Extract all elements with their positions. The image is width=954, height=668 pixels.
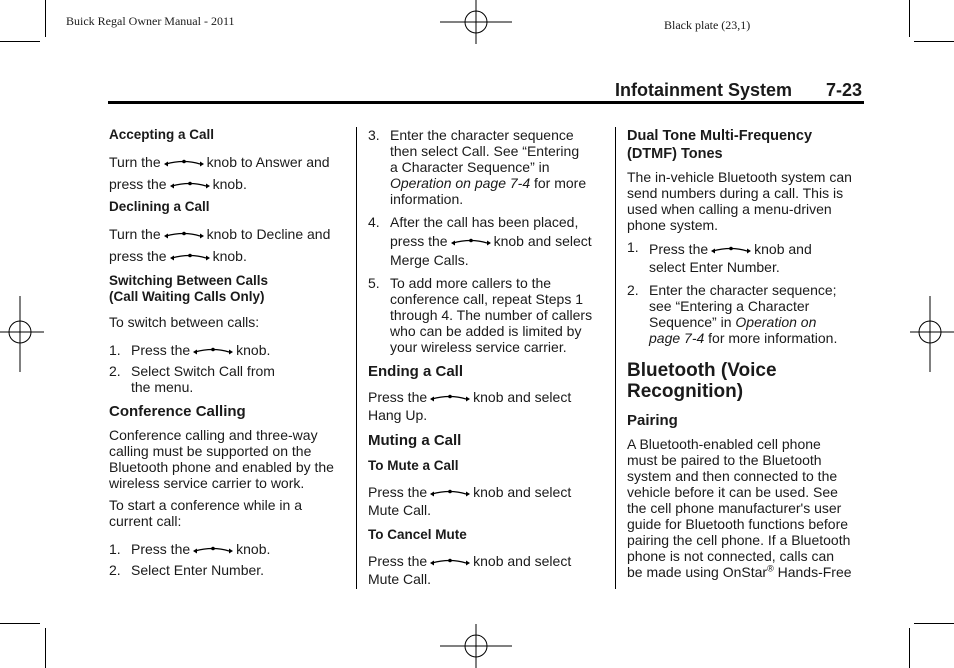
text: then select Call. See “Entering bbox=[390, 143, 580, 159]
tune-knob-icon bbox=[451, 237, 491, 247]
column-divider-2 bbox=[615, 127, 616, 589]
list-item bbox=[368, 214, 608, 268]
crop-mark-bottom-left-v bbox=[45, 628, 46, 668]
text: Recognition) bbox=[627, 381, 744, 402]
list-text bbox=[390, 127, 586, 207]
text: press the bbox=[109, 248, 167, 264]
registration-mark-right-icon bbox=[910, 296, 954, 372]
text: knob. bbox=[212, 248, 247, 264]
text: conference call, repeat Steps 1 bbox=[390, 291, 584, 307]
page-number: 7-23 bbox=[826, 80, 863, 100]
text: through 4. The number of callers bbox=[390, 307, 593, 323]
text: After the call has been placed, bbox=[390, 214, 579, 230]
text: wireless service carrier to work. bbox=[109, 475, 305, 491]
text: vehicle before it can be used. See bbox=[627, 484, 838, 500]
heading-conference-calling: Conference Calling bbox=[109, 403, 246, 420]
crop-mark-top-left-h bbox=[0, 41, 40, 42]
column-divider-1 bbox=[356, 127, 357, 589]
list-text bbox=[131, 538, 270, 560]
text: Press the bbox=[131, 541, 191, 557]
column-2 bbox=[368, 127, 608, 587]
text: (DTMF) Tones bbox=[627, 146, 723, 162]
list-item bbox=[109, 363, 349, 395]
registration-mark-bottom-icon bbox=[440, 624, 516, 668]
paragraph-decline bbox=[109, 223, 349, 267]
text: system and then connected to the bbox=[627, 468, 838, 484]
text: phone system. bbox=[627, 217, 719, 233]
header-rule bbox=[108, 101, 864, 104]
cross-reference-link[interactable]: Operation on bbox=[735, 314, 817, 330]
list-number: 1. bbox=[627, 239, 639, 255]
tune-knob-icon bbox=[430, 393, 470, 403]
list-text bbox=[131, 363, 275, 395]
paragraph-accept bbox=[109, 151, 349, 195]
text: Conference calling and three-way bbox=[109, 427, 318, 443]
text: Mute Call. bbox=[368, 571, 432, 587]
text: be made using OnStar bbox=[627, 564, 768, 580]
text: Enter the character sequence; bbox=[649, 282, 837, 298]
heading-cancel-mute: To Cancel Mute bbox=[368, 527, 467, 542]
text: Sequence” in bbox=[649, 314, 732, 330]
tune-knob-icon bbox=[170, 180, 210, 190]
text: Hands-Free bbox=[777, 564, 852, 580]
text: Turn the bbox=[109, 154, 161, 170]
registration-mark-top-icon bbox=[440, 0, 516, 44]
paragraph-end bbox=[368, 387, 608, 423]
text: knob and select bbox=[473, 389, 572, 405]
list-item bbox=[368, 275, 608, 355]
text: select Enter Number. bbox=[649, 259, 780, 275]
list-number: 1. bbox=[109, 541, 121, 557]
tune-knob-icon bbox=[193, 346, 233, 356]
text: knob. bbox=[236, 541, 271, 557]
text: Hang Up. bbox=[368, 407, 428, 423]
paragraph-dtmf bbox=[627, 169, 867, 233]
paragraph-conference-1 bbox=[109, 427, 349, 491]
text: (Call Waiting Calls Only) bbox=[109, 289, 265, 304]
text: knob and bbox=[754, 241, 812, 257]
text: calling must be supported on the bbox=[109, 443, 312, 459]
column-3 bbox=[627, 127, 867, 580]
paragraph-pairing bbox=[627, 436, 867, 580]
text: the cell phone manufacturer's user bbox=[627, 500, 842, 516]
paragraph-cancel-mute bbox=[368, 551, 608, 587]
text: The in-vehicle Bluetooth system can bbox=[627, 169, 852, 185]
text: press the bbox=[390, 233, 448, 249]
text: Mute Call. bbox=[368, 502, 432, 518]
paragraph-mute bbox=[368, 482, 608, 518]
text: information. bbox=[390, 191, 464, 207]
text: Press the bbox=[131, 342, 191, 358]
text: knob to Answer and bbox=[206, 154, 330, 170]
cross-reference-link[interactable]: page 7-4 bbox=[649, 330, 705, 346]
text: knob. bbox=[236, 342, 271, 358]
heading-switching-calls bbox=[109, 273, 349, 305]
text: Bluetooth phone and enabled by the bbox=[109, 459, 334, 475]
list-number: 4. bbox=[368, 214, 380, 230]
section-title: Infotainment System bbox=[615, 80, 793, 100]
text: a Character Sequence” in bbox=[390, 159, 550, 175]
list-text bbox=[390, 214, 592, 268]
text: A Bluetooth-enabled cell phone bbox=[627, 436, 821, 452]
list-item bbox=[109, 339, 349, 361]
registered-mark: ® bbox=[767, 563, 774, 574]
list-text bbox=[131, 339, 270, 361]
text: must be paired to the Bluetooth bbox=[627, 452, 822, 468]
tune-knob-icon bbox=[430, 557, 470, 567]
heading-accepting-call: Accepting a Call bbox=[109, 127, 215, 142]
text: Press the bbox=[649, 241, 709, 257]
tune-knob-icon bbox=[170, 252, 210, 262]
text: press the bbox=[109, 176, 167, 192]
text: Select Switch Call from bbox=[131, 363, 275, 379]
tune-knob-icon bbox=[430, 488, 470, 498]
cross-reference-link[interactable]: Operation on page 7-4 bbox=[390, 175, 531, 191]
list-number: 1. bbox=[109, 342, 121, 358]
list-number: 2. bbox=[109, 363, 121, 379]
column-1 bbox=[109, 127, 349, 578]
text: knob and select bbox=[473, 553, 572, 569]
list-item bbox=[109, 562, 349, 578]
text: used when calling a menu-driven bbox=[627, 201, 832, 217]
crop-mark-bottom-right-v bbox=[909, 628, 910, 668]
list-text bbox=[649, 239, 812, 275]
list-number: 2. bbox=[627, 282, 639, 298]
text: pairing the cell phone. If a Bluetooth bbox=[627, 532, 851, 548]
text: for more bbox=[534, 175, 587, 191]
list-number: 5. bbox=[368, 275, 380, 291]
heading-dtmf-tones bbox=[627, 127, 867, 163]
text: To start a conference while in a bbox=[109, 497, 302, 513]
crop-mark-bottom-left-h bbox=[0, 623, 40, 624]
heading-declining-call: Declining a Call bbox=[109, 199, 210, 214]
crop-mark-top-right-h bbox=[914, 41, 954, 42]
crop-mark-top-left-v bbox=[45, 0, 46, 37]
heading-bluetooth-voice-recognition bbox=[627, 360, 867, 402]
paragraph-conference-2 bbox=[109, 497, 349, 529]
text: for more information. bbox=[708, 330, 838, 346]
text: Merge Calls. bbox=[390, 252, 469, 268]
text: knob to Decline and bbox=[206, 226, 331, 242]
text: the menu. bbox=[131, 379, 194, 395]
heading-to-mute: To Mute a Call bbox=[368, 458, 459, 473]
heading-pairing: Pairing bbox=[627, 412, 678, 429]
list-item bbox=[627, 282, 867, 346]
tune-knob-icon bbox=[193, 545, 233, 555]
text: knob. bbox=[212, 176, 247, 192]
text: phone is not connected, calls can bbox=[627, 548, 835, 564]
list-text: Select Enter Number. bbox=[131, 562, 265, 578]
text: Press the bbox=[368, 484, 428, 500]
text: To add more callers to the bbox=[390, 275, 552, 291]
list-text bbox=[390, 275, 592, 355]
document-title: Buick Regal Owner Manual - 2011 bbox=[66, 14, 235, 28]
text: send numbers during a call. This is bbox=[627, 185, 844, 201]
text: your wireless service carrier. bbox=[390, 339, 567, 355]
list-text bbox=[649, 282, 837, 346]
text: knob and select bbox=[493, 233, 592, 249]
text: Press the bbox=[368, 553, 428, 569]
registration-mark-left-icon bbox=[0, 296, 44, 372]
list-number: 3. bbox=[368, 127, 380, 143]
list-number: 2. bbox=[109, 562, 121, 578]
switch-intro: To switch between calls: bbox=[109, 314, 260, 330]
text: Enter the character sequence bbox=[390, 127, 574, 143]
text: current call: bbox=[109, 513, 182, 529]
heading-ending-call: Ending a Call bbox=[368, 363, 464, 380]
text: who can be added is limited by bbox=[390, 323, 582, 339]
heading-muting-call: Muting a Call bbox=[368, 432, 462, 449]
text: Dual Tone Multi-Frequency bbox=[627, 128, 813, 144]
crop-mark-top-right-v bbox=[909, 0, 910, 37]
tune-knob-icon bbox=[164, 230, 204, 240]
tune-knob-icon bbox=[164, 158, 204, 168]
text: knob and select bbox=[473, 484, 572, 500]
list-item bbox=[109, 538, 349, 560]
text: Press the bbox=[368, 389, 428, 405]
text: Bluetooth (Voice bbox=[627, 360, 777, 381]
list-item bbox=[627, 239, 867, 275]
text: Turn the bbox=[109, 226, 161, 242]
list-item bbox=[368, 127, 608, 207]
tune-knob-icon bbox=[711, 245, 751, 255]
text: Switching Between Calls bbox=[109, 273, 269, 288]
text: see “Entering a Character bbox=[649, 298, 810, 314]
text: guide for Bluetooth functions before bbox=[627, 516, 849, 532]
plate-label: Black plate (23,1) bbox=[664, 18, 751, 32]
crop-mark-bottom-right-h bbox=[914, 623, 954, 624]
